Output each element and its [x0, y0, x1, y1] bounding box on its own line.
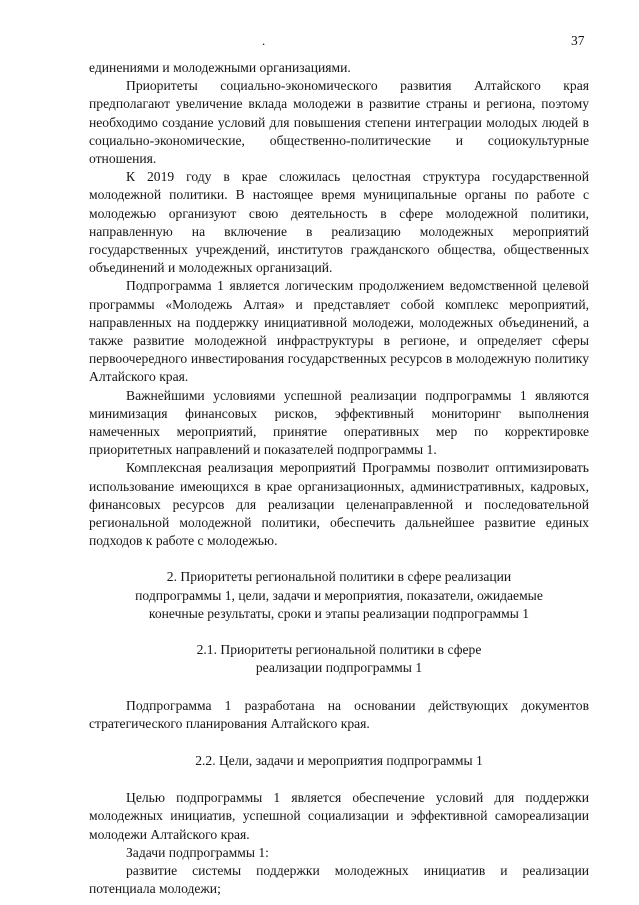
section-2-1-text: Подпрограмма 1 разработана на основании действующих документов стратегического планирования Алтайского края. [89, 697, 589, 731]
paragraph-subprogram-continuation: Подпрограмма 1 является логическим продолжением ведомственной целевой программы «Молодежь Алтая» и представляет собой комплекс мероприятий, направленных на поддержку инициативной молодежи, молодежных объединений, а также развитие молодежной инфраструктуры в регионе, и определяет сферы первоочередного инвестирования государственных ресурсов в молодежную политику Алтайского края. [89, 278, 589, 385]
paragraph-continuation: единениями и молодежными организациями. [89, 60, 351, 75]
section-2-1-heading-line-2: реализации подпрограммы 1 [255, 660, 423, 676]
section-2-heading-line-1: 2. Приоритеты региональной политики в сфере реализации [166, 569, 512, 585]
paragraph-structure-2019: К 2019 году в крае сложилась целостная структура государственной молодежной политики. В настоящее время муниципальные органы по работе с молодежью организуют свою деятельность в сфере молодежной политики, направленную на включение в реализацию молодежных мероприятий государственных учреждений, институтов гражданского общества, общественных объединений и молодежных организаций. [89, 169, 589, 276]
section-2-2-task-1: развитие системы поддержки молодежных инициатив и реализации потенциала молодежи; [89, 862, 589, 897]
section-2-2-tasks-label: Задачи подпрограммы 1: [126, 844, 269, 860]
section-2-heading-line-2: подпрограммы 1, цели, задачи и мероприятия, показатели, ожидаемые [135, 587, 543, 603]
section-2-1-heading [89, 641, 589, 677]
paragraph-complex-implementation: Комплексная реализация мероприятий Программы позволит оптимизировать использование имеющихся в крае организационных, административных, кадровых, финансовых ресурсов для реализации целенаправленной и последовательной региональной молодежной политики, обеспечить дальнейшее развитие единых подходов к работе с молодежью. [89, 460, 589, 549]
paragraph-priorities: Приоритеты социально-экономического развития Алтайского края предполагают увеличение вклада молодежи в развитие страны и региона, поэтому необходимо создание условий для повышения степени интеграции молодых людей в социально-экономические, общественно-политические и социокультурные отношения. [89, 78, 589, 167]
paragraph-conditions: Важнейшими условиями успешной реализации подпрограммы 1 являются минимизация финансовых рисков, эффективный мониторинг выполнения намеченных мероприятий, принятие оперативных мер по корректировке приоритетных направлений и показателей подпрограммы 1. [89, 387, 589, 458]
section-2-2-goal: Целью подпрограммы 1 является обеспечение условий для поддержки молодежных инициатив, успешной социализации и эффективной самореализации молодежи Алтайского края. [89, 790, 589, 842]
section-2-heading [89, 568, 589, 623]
page-dot: . [262, 33, 266, 48]
section-2-2-heading: 2.2. Цели, задачи и мероприятия подпрограммы 1 [195, 752, 483, 768]
page-number: 37 [571, 33, 585, 48]
section-2-heading-line-3: конечные результаты, сроки и этапы реализации подпрограммы 1 [148, 605, 530, 621]
section-2-1-heading-line-1: 2.1. Приоритеты региональной политики в сфере [196, 642, 482, 658]
page-content [89, 59, 589, 898]
